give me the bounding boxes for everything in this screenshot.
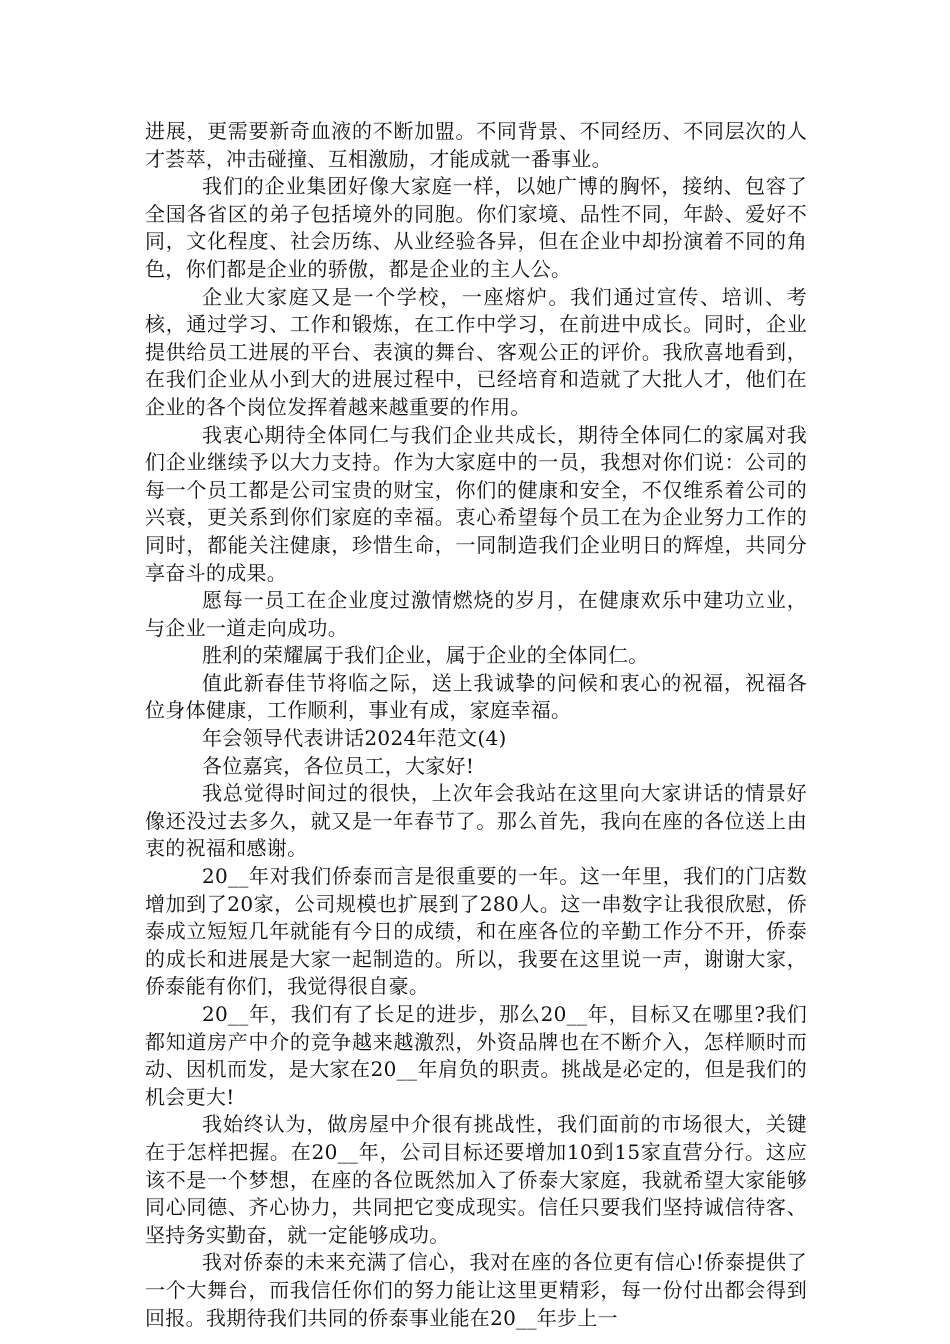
paragraph-3: 企业大家庭又是一个学校，一座熔炉。我们通过宣传、培训、考核，通过学习、工作和锻炼，在工作中学习，在前进中成长。同时，企业提供给员工进展的平台、表演的舞台、客观公正的评价。我欣喜地看到，在我们企业从小到大的进展过程中，已经培育和造就了大批人才，他们在企业的各个岗位发挥着越来越重要的作用。 <box>145 284 807 419</box>
paragraph-1: 进展，更需要新奇血液的不断加盟。不同背景、不同经历、不同层次的人才荟萃，冲击碰撞、互相激励，才能成就一番事业。 <box>145 119 807 171</box>
paragraph-12: 我对侨泰的未来充满了信心，我对在座的各位更有信心!侨泰提供了一个大舞台，而我信任你们的努力能让这里更精彩，每一份付出都会得到回报。我期待我们共同的侨泰事业能在20__年步上一 <box>145 1250 807 1330</box>
paragraph-9: 20__年对我们侨泰而言是很重要的一年。这一年里，我们的门店数增加到了20家，公司规模也扩展到了280人。这一串数字让我很欣慰，侨泰成立短短几年就能有今日的成绩，和在座各位的辛勤工作分不开，侨泰的成长和进展是大家一起制造的。所以，我要在这里说一声，谢谢大家，侨泰能有你们，我觉得很自豪。 <box>145 864 807 999</box>
paragraph-11: 我始终认为，做房屋中介很有挑战性，我们面前的市场很大，关键在于怎样把握。在20__年，公司目标还要增加10到15家直营分行。这应该不是一个梦想，在座的各位既然加入了侨泰大家庭，我就希望大家能够同心同德、齐心协力，共同把它变成现实。信任只要我们坚持诚信待客、坚持务实勤奋，就一定能够成功。 <box>145 1112 807 1247</box>
greeting: 各位嘉宾，各位员工，大家好! <box>202 753 475 778</box>
paragraph-5: 愿每一员工在企业度过激情燃烧的岁月，在健康欢乐中建功立业，与企业一道走向成功。 <box>145 588 807 640</box>
section-heading: 年会领导代表讲话2024年范文(4) <box>202 726 507 751</box>
document-body <box>145 118 807 1332</box>
paragraph-8: 我总觉得时间过的很快，上次年会我站在这里向大家讲话的情景好像还没过去多久，就又是一年春节了。那么首先，我向在座的各位送上由衷的祝福和感谢。 <box>145 781 807 861</box>
paragraph-4: 我衷心期待全体同仁与我们企业共成长，期待全体同仁的家属对我们企业继续予以大力支持。作为大家庭中的一员，我想对你们说：公司的每一个员工都是公司宝贵的财宝，你们的健康和安全，不仅维系着公司的兴衰，更关系到你们家庭的幸福。衷心希望每个员工在为企业努力工作的同时，都能关注健康，珍惜生命，一同制造我们企业明日的辉煌，共同分享奋斗的成果。 <box>145 422 807 585</box>
paragraph-6: 胜利的荣耀属于我们企业，属于企业的全体同仁。 <box>202 643 649 668</box>
paragraph-2: 我们的企业集团好像大家庭一样，以她广博的胸怀，接纳、包容了全国各省区的弟子包括境外的同胞。你们家境、品性不同，年龄、爱好不同，文化程度、社会历练、从业经验各异，但在企业中却扮演着不同的角色，你们都是企业的骄傲，都是企业的主人公。 <box>145 174 807 281</box>
paragraph-7: 值此新春佳节将临之际，送上我诚挚的问候和衷心的祝福，祝福各位身体健康，工作顺利，事业有成，家庭幸福。 <box>145 670 807 723</box>
paragraph-10: 20__年，我们有了长足的进步，那么20__年，目标又在哪里?我们都知道房产中介的竞争越来越激烈，外资品牌也在不断介入，怎样顺时而动、因机而发，是大家在20__年肩负的职责。挑战是必定的，但是我们的机会更大! <box>145 1002 807 1109</box>
